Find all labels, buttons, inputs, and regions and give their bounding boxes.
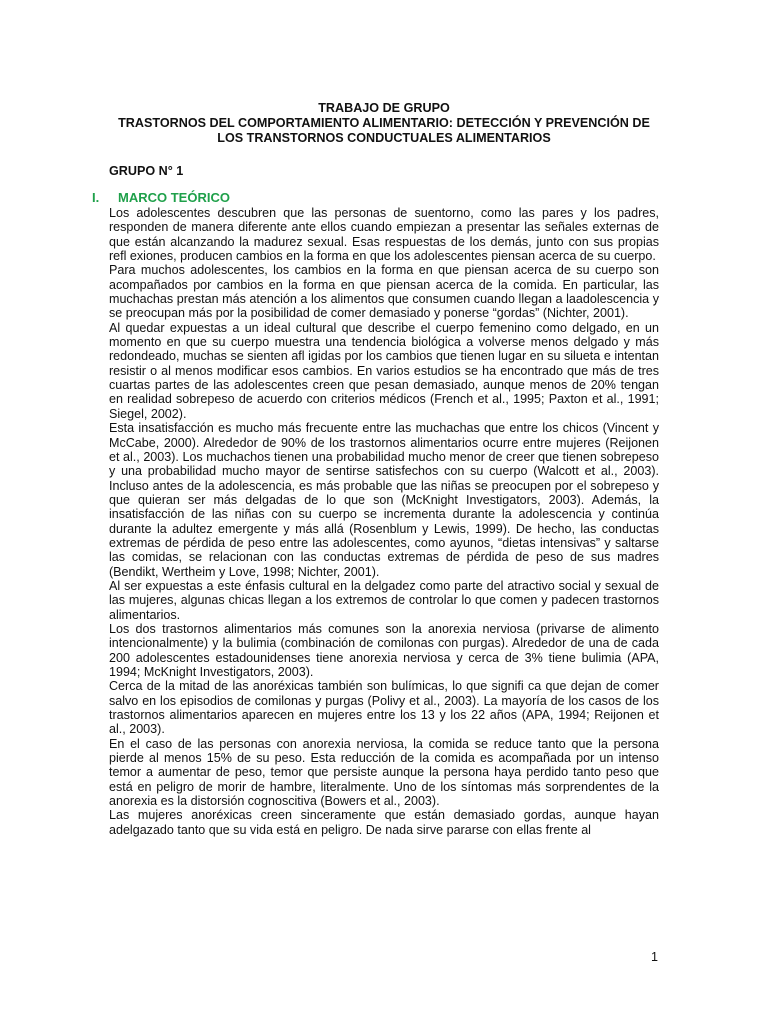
paragraph: Cerca de la mitad de las anoréxicas también son bulímicas, lo que signifi ca que dejan de comer salvo en los episodios de comilonas y purgas (Polivy et al., 2003). La mayoría de los casos de los trastornos alimentarios aparecen en mujeres entre los 13 y los 22 años (APA, 1994; Reijonen et al., 2003). — [109, 679, 659, 737]
body-text — [109, 206, 659, 837]
paragraph: Para muchos adolescentes, los cambios en la forma en que piensan acerca de su cuerpo son acompañados por cambios en la forma en que piensan acerca de la comida. En particular, las muchachas prestan más atención a los alimentos que consumen cuando llegan a laadolescencia y se preocupan más por la posibilidad de comer demasiado y ponerse “gordas” (Nichter, 2001). — [109, 263, 659, 321]
paragraph: Los dos trastornos alimentarios más comunes son la anorexia nerviosa (privarse de alimento intencionalmente) y la bulimia (combinación de comilonas con purgas). Alrededor de una de cada 200 adolescentes estadounidenses tiene anorexia nerviosa y cerca de 3% tiene bulimia (APA, 1994; McKnight Investigators, 2003). — [109, 621, 659, 679]
page-number: 1 — [651, 950, 659, 964]
paragraph: Esta insatisfacción es mucho más frecuente entre las muchachas que entre los chicos (Vincent y McCabe, 2000). Alrededor de 90% de los trastornos alimentarios ocurre entre mujeres (Reijonen et al., 2003). Los muchachos tienen una probabilidad mucho menor de creer que tienen sobrepeso y una probabilidad mucho mayor de sentirse satisfechos con su cuerpo (Walcott et al., 2003). Incluso antes de la adolescencia, es más probable que las niñas se preocupen por el sobrepeso y que quieran ser más delgadas de lo que son (McKnight Investigators, 2003). Además, la insatisfacción de las niñas con su cuerpo se incrementa durante la adolescencia y continúa durante la adultez emergente y más allá (Rosenblum y Lewis, 1999). De hecho, las conductas extremas de pérdida de peso entre las adolescentes, como ayunos, “dietas intensivas” y saltarse las comidas, se relacionan con las conductas extremas de pérdida de peso de sus madres (Bendikt, Wertheim y Love, 1998; Nichter, 2001). — [109, 421, 659, 579]
paragraph: Los adolescentes descubren que las personas de suentorno, como las pares y los padres, responden de manera diferente ante ellos cuando empiezan a presentar las señales externas de que están alcanzando la madurez sexual. Esas respuestas de los demás, junto con sus propias refl exiones, producen cambios en la forma en que los adolescentes piensan acerca de su cuerpo. — [109, 206, 659, 264]
paragraph: En el caso de las personas con anorexia nerviosa, la comida se reduce tanto que la persona pierde al menos 15% de su peso. Esta reducción de la comida es acompañada por un intenso temor a aumentar de peso, temor que persiste aunque la persona haya perdido tanto peso que está en peligro de morir de hambre, literalmente. Uno de los síntomas más sorprendentes de la anorexia es la distorsión cognoscitiva (Bowers et al., 2003). — [109, 736, 659, 809]
section-title: MARCO TEÓRICO — [118, 190, 230, 205]
group-label: GRUPO N° 1 — [109, 164, 184, 178]
title-line-3: LOS TRANSTORNOS CONDUCTUALES ALIMENTARIOS — [217, 131, 551, 146]
title-line-2: TRASTORNOS DEL COMPORTAMIENTO ALIMENTARIO: DETECCIÓN Y PREVENCIÓN DE — [118, 116, 650, 131]
paragraph: Las mujeres anoréxicas creen sinceramente que están demasiado gordas, aunque hayan adelgazado tanto que su vida está en peligro. De nada sirve pararse con ellas frente al — [109, 808, 659, 837]
paragraph: Al ser expuestas a este énfasis cultural en la delgadez como parte del atractivo social y sexual de las mujeres, algunas chicas llegan a los extremos de controlar lo que comen y padecen trastornos alimentarios. — [109, 578, 659, 622]
document-title — [90, 101, 678, 147]
section-number: I. — [92, 190, 100, 205]
section-heading — [92, 190, 230, 206]
paragraph: Al quedar expuestas a un ideal cultural que describe el cuerpo femenino como delgado, en un momento en que su cuerpo muestra una tendencia biológica a volverse menos delgado y más redondeado, muchas se sienten afl igidas por los cambios que tienen lugar en su silueta e intentan resistir o al menos modificar esos cambios. En varios estudios se ha encontrado que más de tres cuartas partes de las adolescentes creen que pesan demasiado, aunque menos de 20% tengan en realidad sobrepeso de acuerdo con criterios médicos (French et al., 1995; Paxton et al., 1991; Siegel, 2002). — [109, 320, 659, 421]
title-line-1: TRABAJO DE GRUPO — [318, 101, 450, 115]
